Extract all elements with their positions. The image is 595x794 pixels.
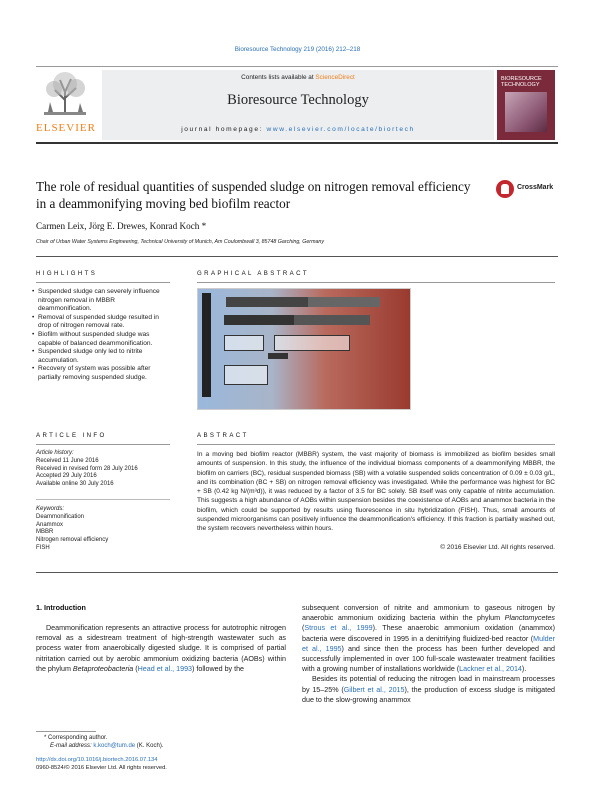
doi-link[interactable]: http://dx.doi.org/10.1016/j.biortech.2016.07.134 [36, 757, 158, 763]
intro-text: ) and since then the process has been further developed and successfully implemented in over 100 full-scale wastewater treatment facilities with a growing number of installations worldwide ( [302, 644, 555, 674]
abstract-heading: ABSTRACT [197, 432, 249, 439]
article-title: The role of residual quantities of suspended sludge on nitrogen removal efficiency in a deammonifying moving bed biofilm reactor [36, 179, 471, 211]
cover-title: BIORESOURCE TECHNOLOGY [501, 76, 542, 88]
intro-italic: Planctomycetes [504, 614, 555, 623]
keyword: Nitrogen removal efficiency [36, 537, 109, 544]
intro-paragraph [302, 603, 555, 674]
highlight-item: • Recovery of system was possible after partially removing suspended sludge. [32, 365, 170, 382]
ga-bottom-arrow [200, 397, 408, 407]
elsevier-wordmark: ELSEVIER [36, 122, 96, 134]
keywords-block [36, 506, 170, 553]
journal-name: Bioresource Technology [227, 92, 369, 108]
ga-box [224, 365, 268, 385]
intro-text: Besides its potential of reducing the nitrogen load in mainstream processes by 15–25% ( [302, 675, 555, 694]
keyword: Anammox [36, 521, 64, 528]
crossmark-badge[interactable] [496, 180, 556, 198]
elsevier-tree-icon [40, 70, 90, 116]
graphical-abstract-figure[interactable] [197, 288, 411, 410]
cover-artwork [505, 92, 547, 132]
sciencedirect-link[interactable]: ScienceDirect [315, 74, 355, 81]
keywords-label: Keywords: [36, 506, 65, 512]
online-date: Available online 30 July 2016 [36, 481, 114, 488]
graphical-abstract-rule [197, 282, 555, 283]
elsevier-logo[interactable] [36, 70, 94, 138]
citation-link[interactable]: Lackner et al., 2014 [459, 665, 522, 674]
ga-arrow-bar [226, 297, 308, 307]
journal-cover-image[interactable] [497, 70, 555, 140]
highlight-item: • Suspended sludge only led to nitrite accumulation. [32, 348, 170, 365]
keyword: MBBR [36, 529, 54, 536]
highlights-heading: HIGHLIGHTS [36, 270, 98, 277]
divider [36, 499, 170, 500]
intro-italic: Betaproteobacteria [72, 664, 134, 673]
ga-arrow-bar [308, 297, 380, 307]
divider [36, 256, 558, 257]
highlight-item: • Biofilm without suspended sludge was capable of balanced deammonification. [32, 331, 170, 348]
abstract-rule [197, 444, 555, 445]
divider [36, 572, 558, 573]
journal-reference[interactable]: Bioresource Technology 219 (2016) 212–218 [234, 46, 361, 53]
intro-column-2 [302, 603, 555, 705]
graphical-abstract-heading: GRAPHICAL ABSTRACT [197, 270, 310, 277]
citation-link[interactable]: Gilbert et al., 2015 [343, 685, 405, 694]
issn-copyright: 0960-8524/© 2016 Elsevier Ltd. All rights reserved. [36, 764, 167, 771]
accepted-date: Accepted 29 July 2016 [36, 473, 97, 480]
homepage-link[interactable]: www.elsevier.com/locate/biortech [266, 126, 415, 133]
ga-box [224, 335, 264, 351]
history-label: Article history: [36, 450, 74, 456]
crossmark-icon [496, 180, 514, 198]
email-line [44, 742, 284, 750]
contents-line [102, 74, 494, 81]
citation-link[interactable]: Head et al., 1993 [137, 664, 193, 673]
ga-vertical-arrow [202, 293, 211, 397]
citation-link[interactable]: Mulder et al., 1995 [302, 634, 555, 653]
intro-text: ( [302, 624, 305, 633]
email-suffix: (K. Koch). [135, 743, 164, 749]
keyword: FISH [36, 544, 50, 551]
intro-text: subsequent conversion of nitrite and ammonium to gaseous nitrogen by anaerobic ammonium oxidizing bacteria within the phylum [302, 604, 555, 623]
highlights-rule [36, 282, 170, 283]
article-info-heading: ARTICLE INFO [36, 432, 107, 439]
homepage-prefix: journal homepage: [181, 126, 267, 133]
received-date: Received 11 June 2016 [36, 457, 99, 464]
article-history [36, 450, 170, 489]
intro-text: Deammonification represents an attractive process for autotrophic nitrogen removal as a sidestream treatment of high-strength wastewater such as process water from anaerobically digested sludge. It is comprised of partial nitritation carried out by aerobic ammonium oxidizing bacteria (AOBs) within the phylum [36, 624, 286, 673]
journal-homepage [102, 126, 494, 133]
ga-arrow-bar [224, 315, 294, 325]
intro-text: ) followed by the [192, 664, 245, 673]
contents-prefix: Contents lists available at [241, 74, 316, 81]
journal-banner [102, 70, 494, 140]
email-label: E-mail address: [50, 743, 94, 749]
ga-arrow-bar [294, 315, 370, 325]
footnote-rule [36, 731, 96, 732]
intro-text: ). [521, 665, 527, 674]
email-link[interactable]: k.koch@tum.de [93, 743, 136, 749]
intro-text: ), the production of excess sludge is mitigated due to the slow-growing anammox [302, 685, 556, 704]
affiliation: Chair of Urban Water Systems Engineering, Technical University of Munich, Am Coulombwall 3, 85748 Garching, Germany [36, 239, 325, 245]
introduction-heading: 1. Introduction [36, 603, 86, 612]
highlight-item: • Removal of suspended sludge resulted in drop of nitrogen removal rate. [32, 314, 170, 331]
intro-column-1 [36, 623, 286, 674]
abstract-copyright: © 2016 Elsevier Ltd. All rights reserved. [440, 544, 555, 551]
article-info-rule [36, 444, 170, 445]
authors[interactable]: Carmen Leix, Jörg E. Drewes, Konrad Koch * [36, 221, 207, 231]
intro-paragraph [302, 674, 555, 705]
abstract-body: In a moving bed biofilm reactor (MBBR) system, the vast majority of biomass is immobilized as biofilm besides small amounts of suspension. In this study, the influence of the individual biomass components of a deammonifying MBBR, the biofilm on carriers (BC), residual suspended biomass (SB) with a volatile suspended solids concentration of 0.09 ± 0.03 g/L, and its combination (BC + SB) on nitrogen removal efficiency was investigated. While the performance was highest for BC + SB (0.42 kg N/(m³d)), it was reduced by a factor of 3.5 for BC solely. SB itself was only capable of nitrite accumulation. This suggests a high abundance of AOBs within suspension besides the coexistence of AOBs and anammox bacteria in the biofilm, which could be supported by results using fluorescence in situ hybridization (FISH). Thus, small amounts of suspended microorganisms can positively influence the deammonification's efficiency. If this fraction is partially washed out, the system recovers nevertheless within hours. [197, 451, 555, 533]
page-footer [36, 757, 167, 772]
crossmark-label: CrossMark [517, 184, 554, 191]
corresponding-author-note: * Corresponding author. [44, 735, 108, 741]
highlight-item: • Suspended sludge can severely influence nitrogen removal in MBBR deammonification. [32, 288, 170, 314]
citation-link[interactable]: Strous et al., 1999 [304, 624, 373, 633]
intro-text: ). These anaerobic ammonium oxidation (anammox) bacteria were discovered in 1995 in a denitrifying fluidized-bed reactor ( [302, 624, 555, 643]
footnote [44, 734, 284, 750]
revised-date: Received in revised form 28 July 2016 [36, 465, 138, 472]
intro-text: ( [133, 664, 138, 673]
ga-arrow-bar [268, 353, 288, 359]
ga-box [274, 335, 350, 351]
keyword: Deammonification [36, 513, 85, 520]
highlights-list [32, 288, 170, 383]
